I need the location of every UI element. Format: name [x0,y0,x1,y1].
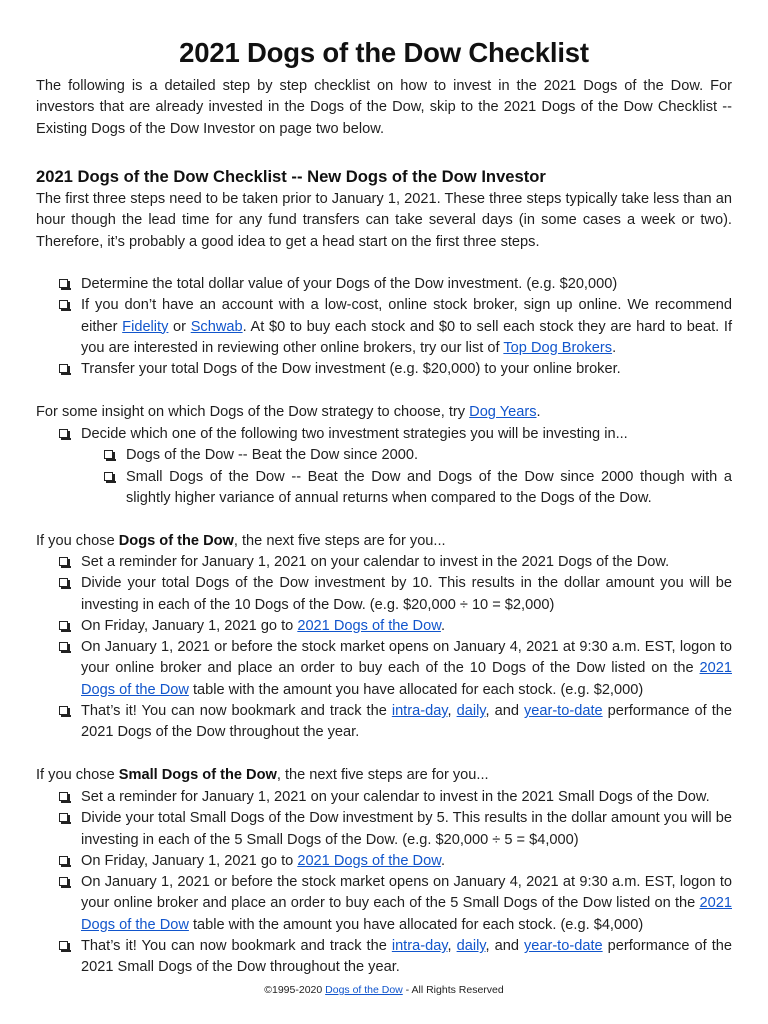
strategy-list [36,424,732,509]
list-item-text: performance of the 2021 Small Dogs of the Dow throughout the year. [81,938,733,976]
checkbox-icon [59,429,68,438]
list-item-text: table with the amount you have allocated for each stock. (e.g. $2,000) [188,681,644,698]
list-item [36,573,732,616]
small-dogs-2021-table-link[interactable]: 2021 Dogs of the Dow [81,895,732,933]
list-item-text: That’s it! You can now bookmark and track the [81,938,392,955]
list-item-text: performance of the 2021 Dogs of the Dow throughout the year. [81,703,733,741]
page-footer [0,984,768,996]
small-year-to-date-link[interactable]: year-to-date [523,938,603,955]
checkbox-icon [59,642,68,651]
page-title: 2021 Dogs of the Dow Checklist [179,37,589,68]
list-item-text: . At $0 to buy each stock and $0 to sell each stock they are hard to beat. If you are interested in reviewing other online brokers, try our list of [81,318,732,356]
list-item-text: . [440,617,445,634]
checkbox-icon [59,856,68,865]
dogs-intro [36,531,732,552]
list-item [36,616,732,637]
list-item-text: On January 1, 2021 or before the stock market opens on January 4, 2021 at 9:30 a.m. EST, logon to your online broker and place an order to buy each of the 5 Small Dogs of the Dow listed on the [81,874,732,912]
dogs-of-the-dow-footer-link[interactable]: Dogs of the Dow [325,984,403,996]
list-item-text: Divide your total Dogs of the Dow investment by 10. This results in the dollar amount you will be investing in each of the 10 Dogs of the Dow. (e.g. $20,000 ÷ 10 = $2,000) [81,575,732,613]
top-dog-brokers-link[interactable]: Top Dog Brokers [503,339,613,356]
checkbox-icon [59,621,68,630]
list-item-text: Decide which one of the following two investment strategies you will be investing in... [81,426,628,442]
footer-rights: - All Rights Reserved [402,984,504,996]
dog-years-link[interactable]: Dog Years [469,404,537,420]
section-heading: 2021 Dogs of the Dow Checklist -- New Dogs of the Dow Investor [36,167,546,186]
checkbox-icon [104,450,113,459]
list-item-text: On Friday, January 1, 2021 go to [81,852,298,869]
list-item-text: Dogs of the Dow -- Beat the Dow since 2000. [126,447,419,464]
fidelity-link[interactable]: Fidelity [122,318,169,335]
dogs-intro-text: , the next five steps are for you... [233,533,446,549]
small-intro-text: If you chose [36,767,119,783]
strategy-intro-text: . [536,404,541,420]
list-item-text: , and [485,938,524,955]
list-item [36,424,732,445]
list-item [36,872,732,936]
list-item [36,936,732,979]
dogs-intro-text: If you chose [36,533,119,549]
list-item-text: Determine the total dollar value of your Dogs of the Dow investment. (e.g. $20,000) [81,276,618,292]
list-item [36,637,732,701]
list-item [36,851,732,872]
list-item-text: On January 1, 2021 or before the stock market opens on January 4, 2021 at 9:30 a.m. EST, logon to your online broker and place an order to buy each of the 10 Dogs of the Dow listed on the [81,639,732,677]
steps-list-setup [36,274,732,380]
small-intra-day-link[interactable]: intra-day [391,938,448,955]
list-item [36,295,732,359]
list-item-text: Transfer your total Dogs of the Dow investment (e.g. $20,000) to your online broker. [81,361,621,378]
year-to-date-link[interactable]: year-to-date [523,703,603,720]
list-item [36,274,732,295]
checkbox-icon [59,300,68,309]
small-daily-link[interactable]: daily [456,938,486,955]
checkbox-icon [59,557,68,566]
checkbox-icon [59,279,68,288]
list-item-text: , and [485,703,524,720]
checkbox-icon [59,877,68,886]
small-dogs-steps-list [36,787,732,979]
dogs-2021-table-link[interactable]: 2021 Dogs of the Dow [81,660,732,698]
list-item-text: , [447,938,457,955]
list-item [36,359,732,380]
list-item-text: table with the amount you have allocated for each stock. (e.g. $4,000) [188,916,644,933]
small-dogs-intro [36,765,732,786]
list-item-text: Set a reminder for January 1, 2021 on your calendar to invest in the 2021 Dogs of the Dow. [81,554,670,570]
list-item-text: or [168,318,191,335]
checkbox-icon [59,706,68,715]
dogs-2021-link[interactable]: 2021 Dogs of the Dow [297,617,441,634]
checkbox-icon [59,578,68,587]
intro-paragraph: The following is a detailed step by step checklist on how to invest in the 2021 Dogs of the Dow. For investors that are already invested in the Dogs of the Dow, skip to the 2021 Dogs of the Dow Checklist -- Existing Dogs of the Dow Investor on page two below. [36,78,732,137]
list-item-text: That’s it! You can now bookmark and track the [81,703,392,720]
small-intro-bold: Small Dogs of the Dow [118,767,277,783]
sub-list-item [36,467,732,510]
list-item-text: . [612,339,617,356]
list-item [36,701,732,744]
checkbox-icon [59,941,68,950]
list-item-text: Divide your total Small Dogs of the Dow investment by 5. This results in the dollar amount you will be investing in each of the 5 Small Dogs of the Dow. (e.g. $20,000 ÷ 5 = $4,000) [81,810,732,848]
sub-list-item [36,445,732,466]
checkbox-icon [59,813,68,822]
schwab-link[interactable]: Schwab [190,318,243,335]
footer-copyright: ©1995-2020 [264,984,326,996]
list-item [36,808,732,851]
strategy-intro [36,402,732,423]
checkbox-icon [104,472,113,481]
checkbox-icon [59,364,68,373]
small-intro-text: , the next five steps are for you... [276,767,489,783]
list-item-text: If you don’t have an account with a low-cost, online stock broker, sign up online. We recommend either [81,297,732,335]
list-item-text: Small Dogs of the Dow -- Beat the Dow and Dogs of the Dow since 2000 though with a slightly higher variance of annual returns when compared to the Dogs of the Dow. [126,468,732,506]
daily-link[interactable]: daily [456,703,486,720]
list-item [36,552,732,573]
strategy-intro-text: For some insight on which Dogs of the Dow strategy to choose, try [36,404,470,420]
list-item-text: On Friday, January 1, 2021 go to [81,617,298,634]
checkbox-icon [59,792,68,801]
section-intro-paragraph: The first three steps need to be taken prior to January 1, 2021. These three steps typically take less than an hour though the lead time for any fund transfers can take several days (in some cases a week or two). Therefore, it’s probably a good idea to get a head start on the first three steps. [36,191,732,250]
dogs-steps-list [36,552,732,744]
list-item-text: Set a reminder for January 1, 2021 on your calendar to invest in the 2021 Small Dogs of the Dow. [81,789,710,805]
intra-day-link[interactable]: intra-day [391,703,448,720]
list-item-text: . [440,852,445,869]
dogs-intro-bold: Dogs of the Dow [118,533,234,549]
list-item-text: , [447,703,457,720]
list-item [36,787,732,808]
small-dogs-2021-link[interactable]: 2021 Dogs of the Dow [297,852,441,869]
